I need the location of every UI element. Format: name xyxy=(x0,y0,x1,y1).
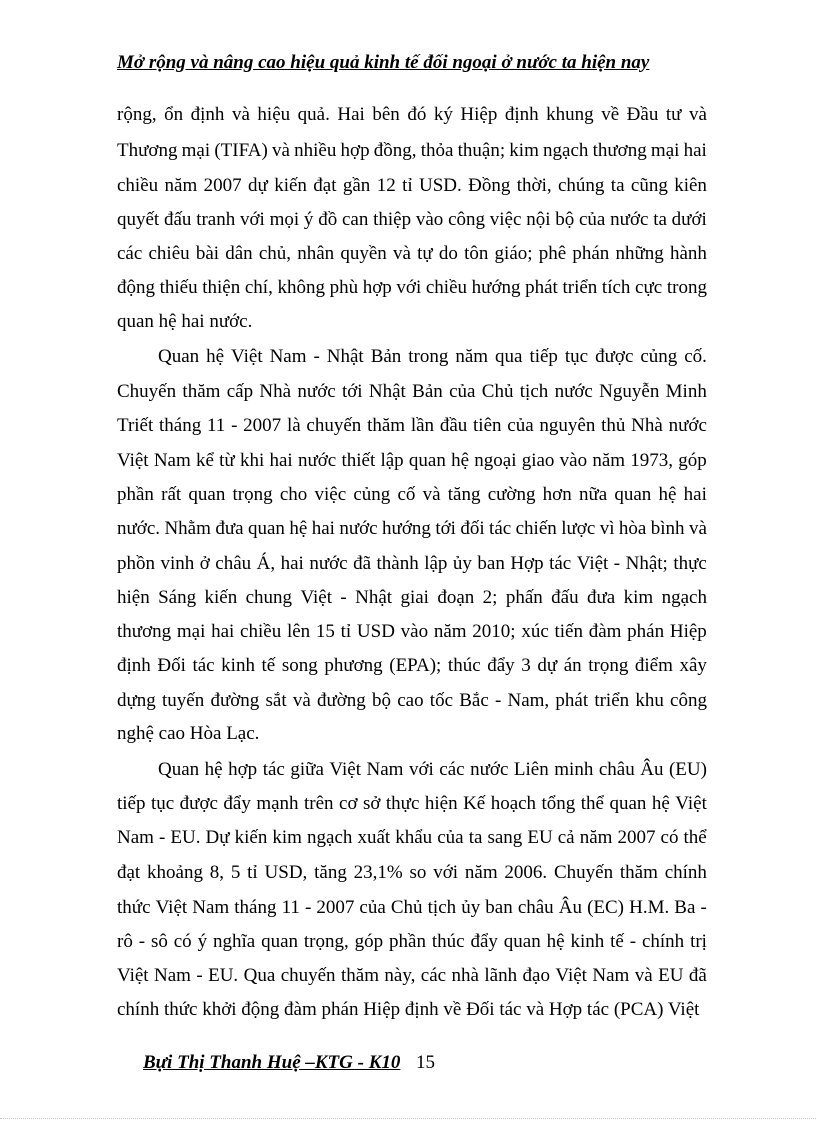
text-line: nghệ cao Hòa Lạc. xyxy=(117,723,260,744)
text-line: thương mại hai chiều lên 15 tỉ USD vào năm 2010; xúc tiến đàm phán Hiệp xyxy=(117,621,707,642)
text-line: Chuyến thăm cấp Nhà nước tới Nhật Bản của Chủ tịch nước Nguyễn Minh xyxy=(117,381,707,402)
text-line: hiện Sáng kiến chung Việt - Nhật giai đoạn 2; phấn đấu đưa kim ngạch xyxy=(117,587,707,608)
text-line: nước. Nhằm đưa quan hệ hai nước hướng tới đối tác chiến lược vì hòa bình và xyxy=(117,518,707,539)
text-line: Nam - EU. Dự kiến kim ngạch xuất khẩu của ta sang EU cả năm 2007 có thể xyxy=(117,827,707,848)
text-line: dựng tuyến đường sắt và đường bộ cao tốc Bắc - Nam, phát triển khu công xyxy=(117,690,707,711)
text-line: Việt Nam kể từ khi hai nước thiết lập quan hệ ngoại giao vào năm 1973, góp xyxy=(117,450,707,471)
footer-author: Bựi Thị Thanh Huệ –KTG - K10 xyxy=(143,1052,401,1073)
page-bottom-divider xyxy=(0,1118,816,1119)
text-line: chiều năm 2007 dự kiến đạt gần 12 tỉ USD. Đồng thời, chúng ta cũng kiên xyxy=(117,175,707,196)
text-line: rộng, ổn định và hiệu quả. Hai bên đó ký Hiệp định khung về Đầu tư và xyxy=(117,104,707,125)
text-line: chính thức khởi động đàm phán Hiệp định về Đối tác và Hợp tác (PCA) Việt xyxy=(117,999,700,1020)
text-line: rô - sô có ý nghĩa quan trọng, góp phần thúc đẩy quan hệ kinh tế - chính trị xyxy=(117,931,707,952)
text-line: phồn vinh ở châu Á, hai nước đã thành lập ủy ban Hợp tác Việt - Nhật; thực xyxy=(117,553,707,574)
page-number: 15 xyxy=(416,1052,435,1073)
text-line: quan hệ hai nước. xyxy=(117,311,253,332)
text-line: Quan hệ Việt Nam - Nhật Bản trong năm qua tiếp tục được củng cố. xyxy=(158,346,707,367)
text-line: phần rất quan trọng cho việc củng cố và tăng cường hơn nữa quan hệ hai xyxy=(117,484,707,505)
text-line: đạt khoảng 8, 5 tỉ USD, tăng 23,1% so với năm 2006. Chuyến thăm chính xyxy=(117,862,707,883)
text-line: động thiếu thiện chí, không phù hợp với chiều hướng phát triển tích cực trong xyxy=(117,277,707,298)
text-line: Quan hệ hợp tác giữa Việt Nam với các nước Liên minh châu Âu (EU) xyxy=(158,759,707,780)
text-line: các chiêu bài dân chủ, nhân quyền và tự do tôn giáo; phê phán những hành xyxy=(117,243,707,264)
text-line: Triết tháng 11 - 2007 là chuyến thăm lần đầu tiên của nguyên thủ Nhà nước xyxy=(117,415,707,436)
text-line: thức Việt Nam tháng 11 - 2007 của Chủ tịch ủy ban châu Âu (EC) H.M. Ba - xyxy=(117,897,707,918)
page-header-title: Mở rộng và nâng cao hiệu quả kinh tế đối ngoại ở nước ta hiện nay xyxy=(117,52,650,73)
text-line: định Đối tác kinh tế song phương (EPA); thúc đẩy 3 dự án trọng điểm xây xyxy=(117,655,707,676)
text-line: Thương mại (TIFA) và nhiều hợp đồng, thỏa thuận; kim ngạch thương mại hai xyxy=(117,140,707,161)
text-line: Việt Nam - EU. Qua chuyến thăm này, các nhà lãnh đạo Việt Nam và EU đã xyxy=(117,965,707,986)
text-line: quyết đấu tranh với mọi ý đồ can thiệp vào công việc nội bộ của nước ta dưới xyxy=(117,209,707,230)
text-line: tiếp tục được đẩy mạnh trên cơ sở thực hiện Kế hoạch tổng thể quan hệ Việt xyxy=(117,793,707,814)
